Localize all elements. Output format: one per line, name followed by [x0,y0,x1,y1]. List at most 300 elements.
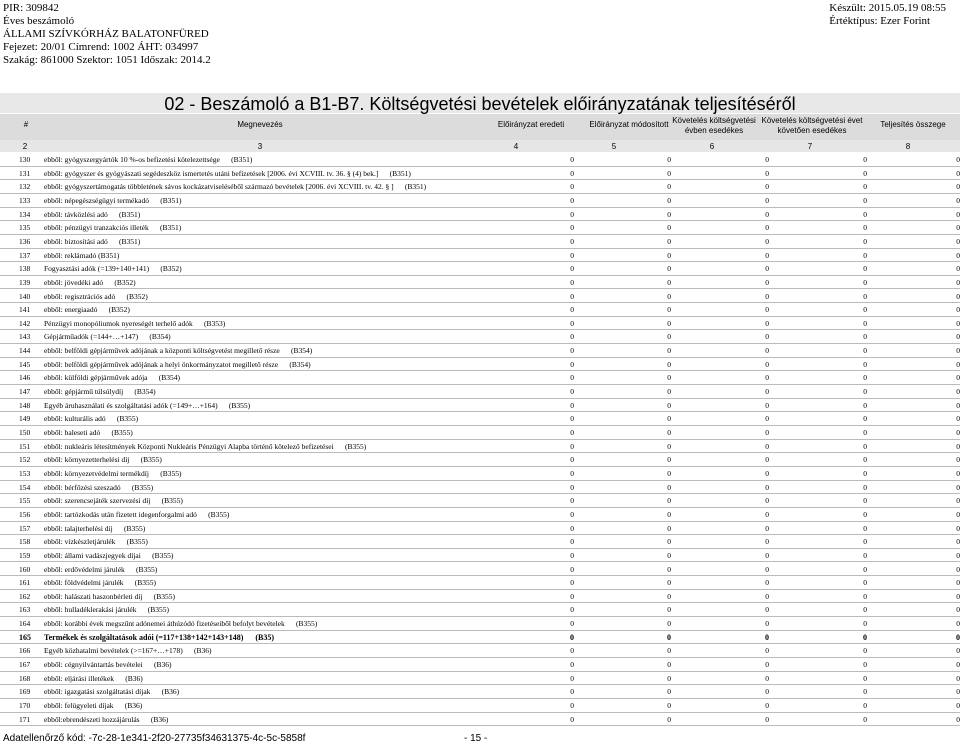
row-value: 0 [863,318,867,328]
row-description: ebből: gyógyszer és gyógyászati segédeszköz ismertetés utáni befizetések [2006. évi XCVIII. tv. 36. § (4) bek.] (B351) [44,168,411,178]
row-value: 0 [667,195,671,205]
row-value: 0 [570,155,574,164]
row-value: 0 [765,468,769,478]
row-value: 0 [570,578,574,588]
table-row [0,452,960,467]
row-value: 0 [863,428,867,437]
row-value: 0 [863,168,867,178]
row-value: 0 [570,673,574,683]
table-row [0,261,960,276]
report-header-right [829,2,946,28]
row-value: 0 [765,428,769,437]
row-value: 0 [667,305,671,315]
row-value: 0 [765,537,769,547]
row-value: 0 [956,346,960,356]
row-description: Egyéb áruhasználati és szolgáltatási adók (=149+…+164) (B355) [44,400,251,410]
row-value: 0 [956,250,960,260]
row-value: 0 [667,264,671,274]
row-value: 0 [570,346,574,356]
row-value: 0 [765,714,769,724]
row-value: 0 [765,605,769,615]
row-value: 0 [765,264,769,274]
col-name-header: Megnevezés [237,120,283,129]
row-value: 0 [570,236,574,246]
row-value: 0 [667,332,671,342]
row-description: ebből: bérfőzési szeszadó (B355) [44,482,154,492]
row-value: 0 [863,537,867,547]
col-original-header: Előirányzat eredeti [497,120,565,129]
table-row [0,439,960,454]
row-value: 0 [765,701,769,710]
row-value: 0 [765,564,769,574]
row-value: 0 [570,496,574,506]
row-value: 0 [863,264,867,274]
row-value: 0 [863,632,867,642]
row-number: 161 [19,578,31,588]
row-number: 138 [19,264,31,274]
row-value: 0 [765,346,769,356]
row-value: 0 [570,441,574,451]
row-value: 0 [863,509,867,519]
row-value: 0 [863,346,867,356]
row-description: ebből:ebrendészeti hozzájárulás (B36) [44,714,169,724]
row-number: 137 [19,250,31,260]
row-description: Egyéb közhatalmi bevételek (>=167+…+178) (B36) [44,646,212,656]
row-value: 0 [570,455,574,465]
row-value: 0 [667,373,671,383]
row-value: 0 [765,195,769,205]
table-row [0,712,960,727]
row-value: 0 [570,537,574,547]
row-value: 0 [863,714,867,724]
row-value: 0 [570,209,574,219]
row-value: 0 [956,387,960,397]
row-value: 0 [765,209,769,219]
row-value: 0 [765,155,769,164]
row-number: 139 [19,277,31,287]
row-number: 154 [19,482,31,492]
table-row [0,329,960,344]
row-value: 0 [667,687,671,697]
table-row [0,616,960,631]
row-number: 149 [19,414,31,424]
row-number: 152 [19,455,31,465]
col-fulfilled-header: Teljesítés összege [880,120,946,129]
row-value: 0 [570,318,574,328]
row-value: 0 [570,550,574,560]
row-value: 0 [667,632,671,642]
row-value: 0 [956,496,960,506]
row-value: 0 [570,428,574,437]
table-row [0,166,960,181]
row-value: 0 [667,496,671,506]
row-value: 0 [570,182,574,192]
value-type: Értéktípus: Ezer Forint [829,15,931,27]
row-value: 0 [765,441,769,451]
row-value: 0 [956,291,960,301]
col-number: 7 [807,142,813,151]
row-value: 0 [863,660,867,670]
header-line: Fejezet: 20/01 Címrend: 1002 ÁHT: 034997 [3,41,199,53]
table-row [0,179,960,194]
row-value: 0 [570,619,574,629]
row-value: 0 [667,441,671,451]
row-description: Termékek és szolgáltatások adói (=117+138+142+143+148) (B35) [44,632,275,642]
row-number: 167 [19,660,31,670]
row-value: 0 [956,673,960,683]
row-value: 0 [863,564,867,574]
row-description: ebből: tartózkodás után fizetett idegenforgalmi adó (B355) [44,509,230,519]
row-value: 0 [667,455,671,465]
row-value: 0 [570,660,574,670]
row-number: 151 [19,441,31,451]
row-value: 0 [765,687,769,697]
row-value: 0 [863,523,867,533]
table-row [0,589,960,604]
table-row [0,275,960,290]
row-number: 160 [19,564,31,574]
row-value: 0 [765,578,769,588]
table-row [0,370,960,385]
row-value: 0 [863,687,867,697]
row-description: ebből: regisztrációs adó (B352) [44,291,148,301]
row-number: 136 [19,236,31,246]
row-description: Pénzügyi monopóliumok nyereségét terhelő adók (B353) [44,318,226,328]
row-value: 0 [570,414,574,424]
row-value: 0 [956,305,960,315]
row-value: 0 [956,564,960,574]
row-value: 0 [956,619,960,629]
row-value: 0 [667,209,671,219]
col-number: 6 [709,142,715,151]
row-description: ebből: népegészségügyi termékadó (B351) [44,195,182,205]
row-description: ebből: talajterhelési díj (B355) [44,523,146,533]
row-description: Fogyasztási adók (=139+140+141) (B352) [44,264,182,274]
row-value: 0 [570,646,574,656]
row-value: 0 [765,332,769,342]
table-row [0,480,960,495]
checksum-code: Adatellenőrző kód: -7c-28-1e341-2f20-27735f34631375-4c-5c-5858f [3,733,306,744]
row-value: 0 [863,332,867,342]
row-value: 0 [667,250,671,260]
row-value: 0 [667,318,671,328]
row-description: ebből: gyógyszertámogatás többletének sávos kockázatviseléséből származó bevételek [2006. évi XCVIII. tv. 42. § ] (B351) [44,182,427,192]
row-number: 171 [19,714,31,724]
row-description: ebből: környezetterhelési díj (B355) [44,455,162,465]
row-value: 0 [667,387,671,397]
row-description: ebből: eljárási illetékek (B36) [44,673,143,683]
row-description: ebből: gyógyszergyártók 10 %-os befizetési kötelezettsége (B351) [44,155,253,164]
row-value: 0 [667,277,671,287]
row-value: 0 [863,578,867,588]
row-value: 0 [667,564,671,574]
row-description: Gépjárműadók (=144+…+147) (B354) [44,332,171,342]
row-value: 0 [570,482,574,492]
row-value: 0 [765,277,769,287]
row-number: 150 [19,428,31,437]
col-current-year-header: Követelés költségvetési évben esedékes [672,116,756,135]
header-line: ÁLLAMI SZÍVKÓRHÁZ BALATONFÜRED [3,28,209,40]
row-value: 0 [863,359,867,369]
col-number: 5 [611,142,617,151]
table-row [0,534,960,549]
row-value: 0 [570,714,574,724]
row-number: 156 [19,509,31,519]
row-value: 0 [956,550,960,560]
row-value: 0 [956,223,960,233]
col-next-year-header: Követelés költségvetési évet követően esedékes [761,116,863,135]
row-value: 0 [570,564,574,574]
row-value: 0 [956,468,960,478]
row-value: 0 [667,236,671,246]
row-description: ebből: pénzügyi tranzakciós illeték (B351) [44,223,182,233]
row-number: 134 [19,209,31,219]
row-value: 0 [956,155,960,164]
row-value: 0 [667,619,671,629]
row-value: 0 [863,496,867,506]
row-description: ebből: reklámadó (B351) [44,250,120,260]
table-row [0,248,960,263]
row-value: 0 [570,632,574,642]
row-value: 0 [570,195,574,205]
row-number: 157 [19,523,31,533]
row-value: 0 [667,168,671,178]
row-value: 0 [570,291,574,301]
row-value: 0 [863,182,867,192]
report-title: 02 - Beszámoló a B1-B7. Költségvetési bevételek előirányzatának teljesítéséről [164,94,796,114]
row-number: 141 [19,305,31,315]
created-timestamp: Készült: 2015.05.19 08:55 [829,2,946,14]
row-value: 0 [570,387,574,397]
header-line: Szakág: 861000 Szektor: 1051 Időszak: 2014.2 [3,54,211,66]
row-value: 0 [570,277,574,287]
row-value: 0 [667,223,671,233]
row-number: 147 [19,387,31,397]
row-value: 0 [863,155,867,164]
table-row [0,602,960,617]
row-value: 0 [863,373,867,383]
row-value: 0 [956,182,960,192]
row-value: 0 [956,400,960,410]
row-description: ebből: környezetvédelmi termékdíj (B355) [44,468,182,478]
row-value: 0 [863,291,867,301]
table-row [0,316,960,331]
row-description: ebből: biztosítási adó (B351) [44,236,141,246]
row-description: ebből: halászati haszonbérleti díj (B355) [44,591,176,601]
row-value: 0 [667,155,671,164]
row-value: 0 [667,509,671,519]
row-value: 0 [863,223,867,233]
row-value: 0 [863,277,867,287]
table-row [0,384,960,399]
row-description: ebből: távközlési adó (B351) [44,209,141,219]
row-value: 0 [863,209,867,219]
row-number: 168 [19,673,31,683]
row-value: 0 [863,455,867,465]
row-value: 0 [956,277,960,287]
row-number: 135 [19,223,31,233]
row-value: 0 [956,687,960,697]
row-value: 0 [765,291,769,301]
row-number: 170 [19,701,31,710]
row-value: 0 [863,605,867,615]
row-number: 130 [19,155,31,164]
row-value: 0 [765,414,769,424]
row-description: ebből: jövedéki adó (B352) [44,277,136,287]
table-row [0,684,960,699]
row-value: 0 [667,673,671,683]
row-value: 0 [956,714,960,724]
row-value: 0 [765,550,769,560]
row-value: 0 [956,236,960,246]
row-description: ebből: igazgatási szolgáltatási díjak (B36) [44,687,180,697]
row-value: 0 [667,182,671,192]
row-value: 0 [765,591,769,601]
row-value: 0 [765,619,769,629]
table-row [0,521,960,536]
row-value: 0 [765,673,769,683]
row-value: 0 [667,428,671,437]
row-value: 0 [765,455,769,465]
row-value: 0 [956,373,960,383]
row-value: 0 [765,646,769,656]
row-description: ebből: külföldi gépjárművek adója (B354) [44,373,181,383]
row-value: 0 [667,591,671,601]
row-value: 0 [863,305,867,315]
row-value: 0 [570,400,574,410]
row-value: 0 [863,701,867,710]
col-number: 2 [22,142,28,151]
table-row [0,548,960,563]
row-value: 0 [956,332,960,342]
row-value: 0 [765,496,769,506]
row-value: 0 [956,632,960,642]
row-value: 0 [765,250,769,260]
row-value: 0 [570,523,574,533]
table-row [0,302,960,317]
table-row [0,289,960,304]
column-header-row [0,114,960,140]
table-row [0,152,960,167]
table-row [0,234,960,249]
row-value: 0 [956,591,960,601]
row-value: 0 [667,578,671,588]
row-number: 131 [19,168,31,178]
row-description: ebből: nukleáris létesítmények Központi Nukleáris Pénzügyi Alapba történő kötelező befizetései (B355) [44,441,367,451]
row-value: 0 [667,605,671,615]
table-row [0,411,960,426]
row-value: 0 [667,537,671,547]
row-value: 0 [863,195,867,205]
row-value: 0 [863,591,867,601]
column-number-row [0,140,960,152]
table-row [0,220,960,235]
page-number: - 15 - [464,733,488,744]
row-number: 153 [19,468,31,478]
row-value: 0 [570,223,574,233]
row-value: 0 [570,687,574,697]
row-description: ebből: földvédelmi járulék (B355) [44,578,157,588]
row-value: 0 [570,701,574,710]
row-value: 0 [667,291,671,301]
row-number: 163 [19,605,31,615]
row-description: ebből: állami vadászjegyek díjai (B355) [44,550,174,560]
col-number: 3 [257,142,263,151]
table-row [0,643,960,658]
row-value: 0 [956,455,960,465]
row-number: 159 [19,550,31,560]
row-value: 0 [956,660,960,670]
row-number: 155 [19,496,31,506]
table-row [0,671,960,686]
row-value: 0 [570,305,574,315]
row-value: 0 [863,550,867,560]
table-row [0,193,960,208]
row-number: 148 [19,400,31,410]
row-number: 165 [19,632,31,642]
row-description: ebből: gépjármű túlsúlydíj (B354) [44,387,156,397]
row-description: ebből: kulturális adó (B355) [44,414,139,424]
row-value: 0 [863,414,867,424]
row-value: 0 [667,414,671,424]
row-description: ebből: cégnyilvántartás bevételei (B36) [44,660,172,670]
row-value: 0 [765,168,769,178]
row-value: 0 [956,414,960,424]
row-value: 0 [956,578,960,588]
row-value: 0 [570,359,574,369]
row-value: 0 [667,346,671,356]
row-value: 0 [667,359,671,369]
header-line: PIR: 309842 [3,2,59,14]
row-value: 0 [956,359,960,369]
row-value: 0 [765,318,769,328]
row-value: 0 [765,359,769,369]
row-description: ebből: vízkészletjárulék (B355) [44,537,148,547]
row-value: 0 [570,591,574,601]
row-value: 0 [570,250,574,260]
row-value: 0 [765,400,769,410]
row-value: 0 [956,428,960,437]
row-value: 0 [765,660,769,670]
table-row [0,562,960,577]
row-value: 0 [667,714,671,724]
row-value: 0 [863,482,867,492]
col-number: 8 [905,142,911,151]
row-value: 0 [570,332,574,342]
table-row [0,698,960,713]
row-value: 0 [863,646,867,656]
row-value: 0 [956,482,960,492]
row-value: 0 [765,632,769,642]
row-value: 0 [956,701,960,710]
table-row [0,507,960,522]
row-value: 0 [667,701,671,710]
row-description: ebből: felügyeleti díjak (B36) [44,701,143,710]
row-value: 0 [956,318,960,328]
row-description: ebből: hulladéklerakási járulék (B355) [44,605,169,615]
table-row [0,207,960,222]
row-value: 0 [765,387,769,397]
table-row [0,466,960,481]
col-num-header: # [23,120,29,129]
header-line: Éves beszámoló [3,15,75,27]
table-row [0,630,960,645]
row-value: 0 [765,236,769,246]
row-number: 144 [19,346,31,356]
row-value: 0 [667,482,671,492]
row-value: 0 [570,509,574,519]
table-row [0,657,960,672]
